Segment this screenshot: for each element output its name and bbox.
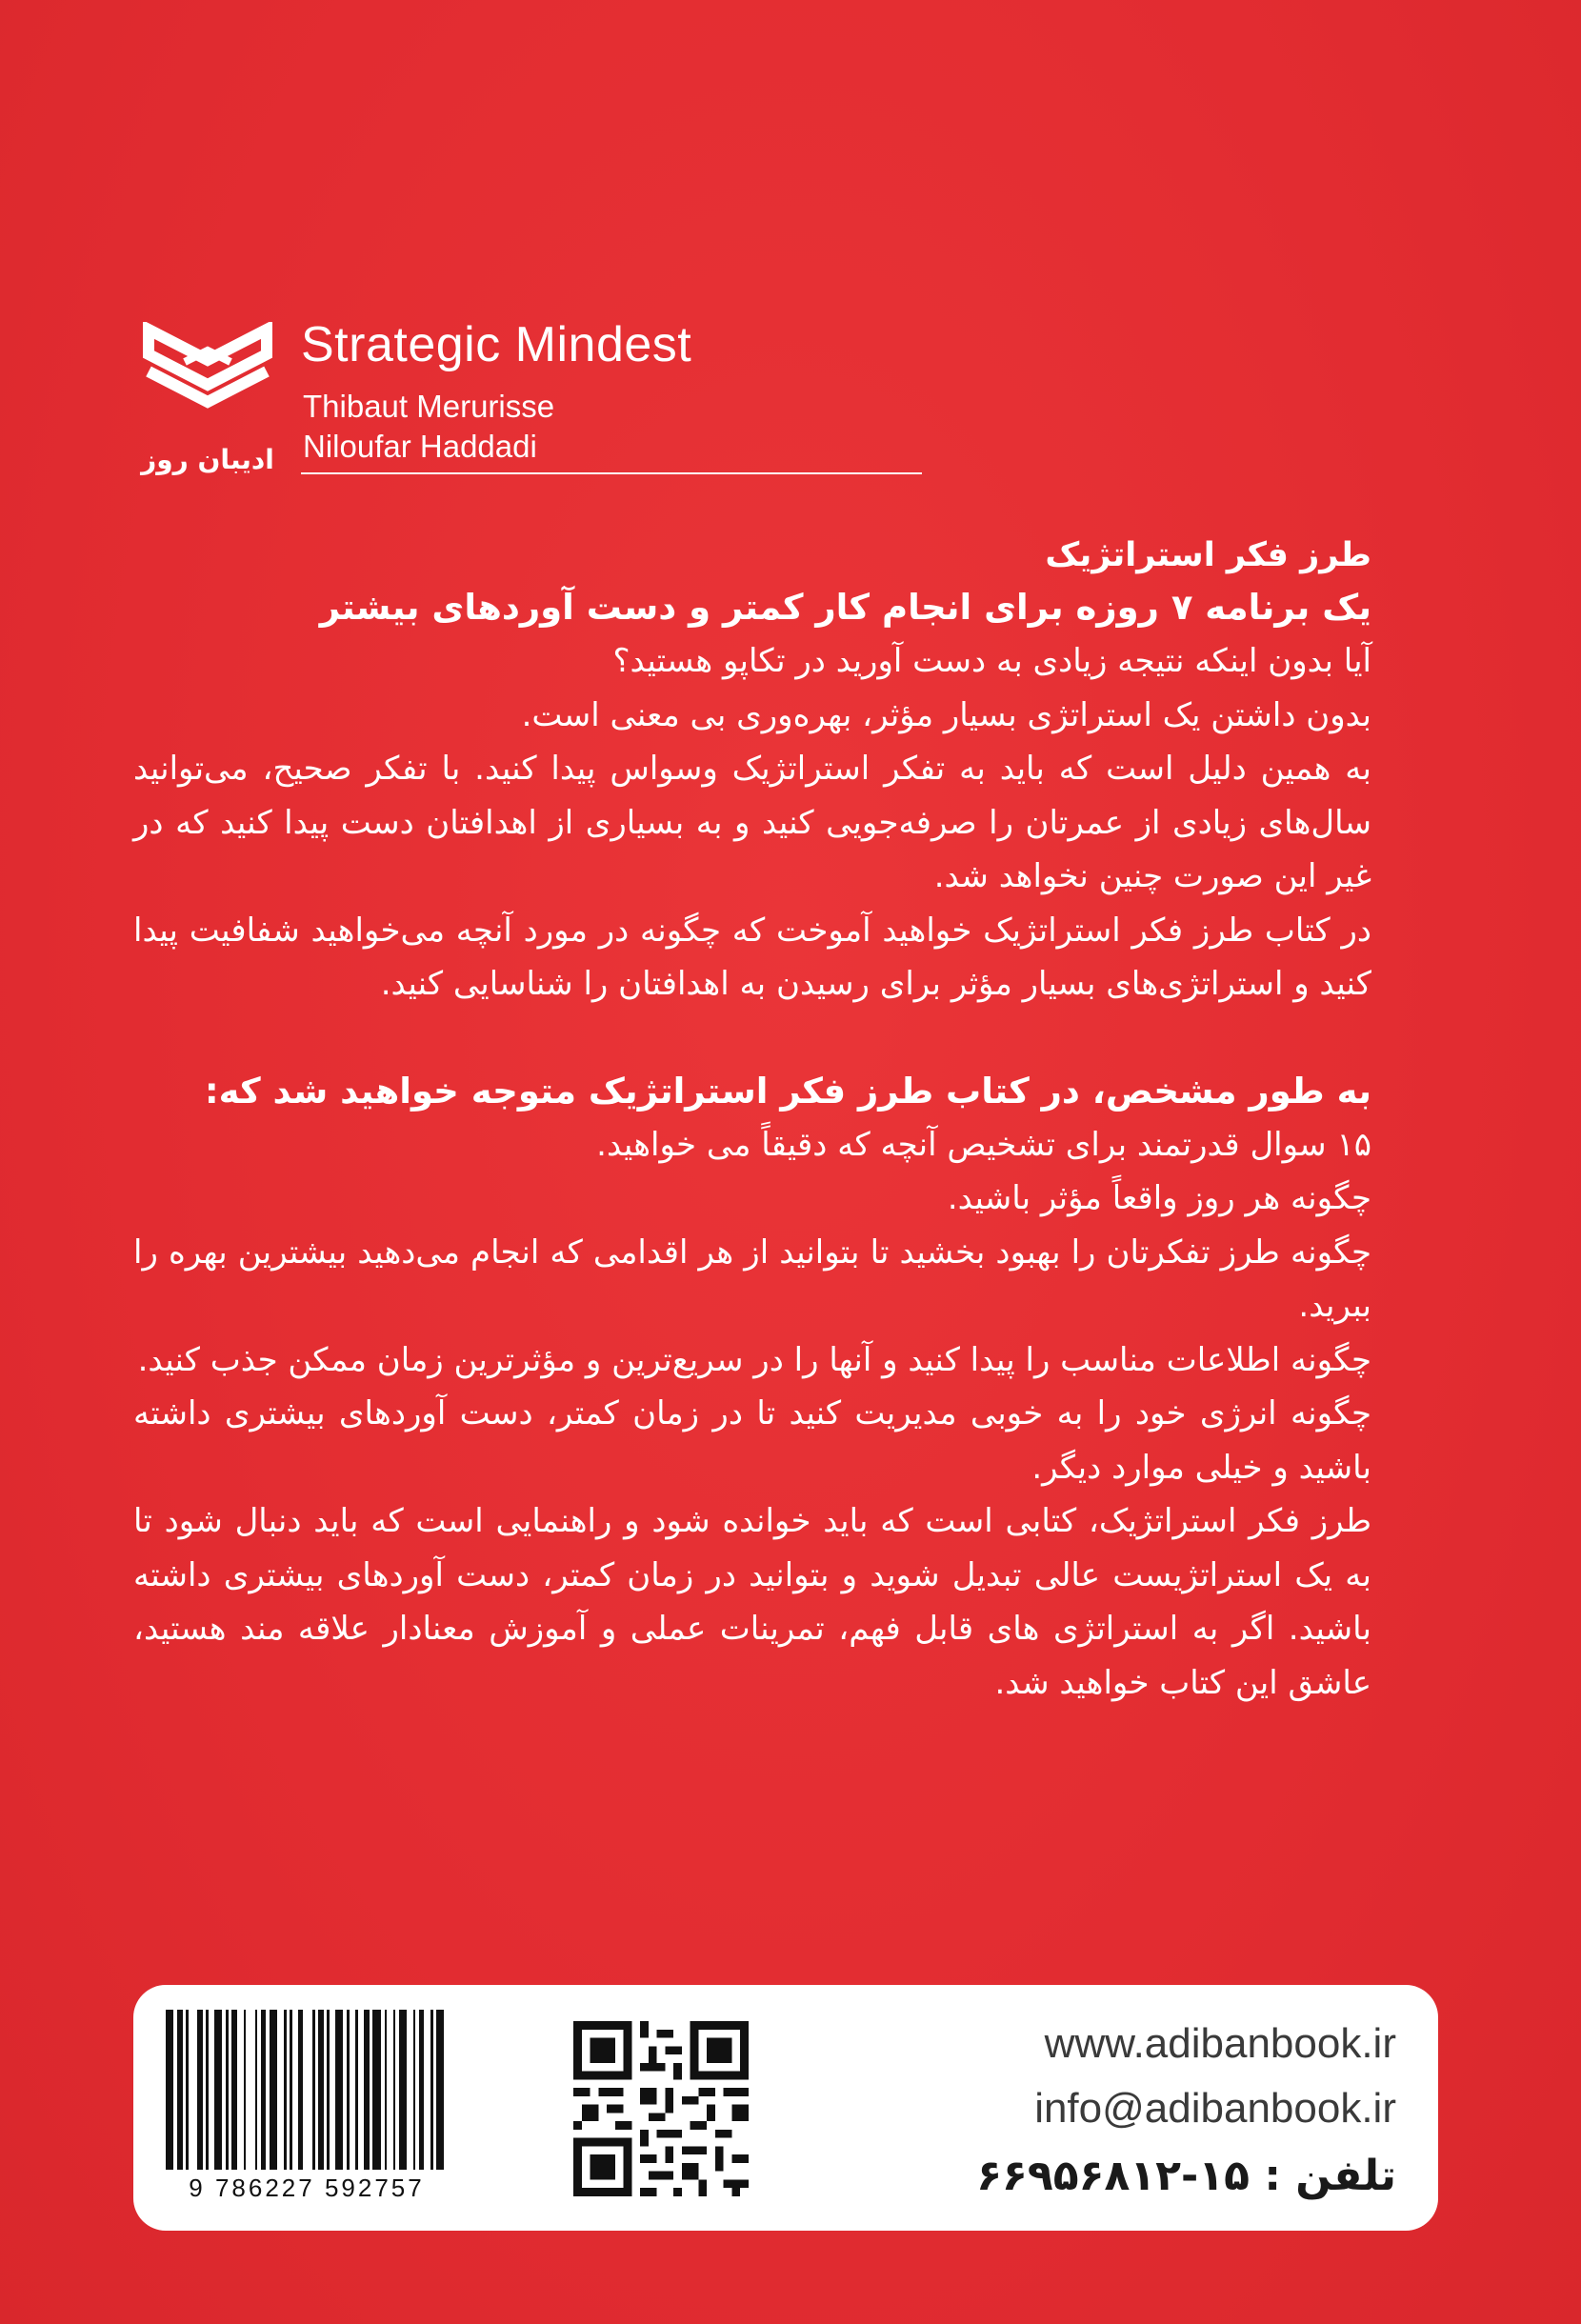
isbn-number: 9 786227 592757 [189,2174,425,2202]
paragraph: بدون داشتن یک استراتژی بسیار مؤثر، بهره‌وری بی معنی است. [521,695,1371,734]
list-item: چگونه هر روز واقعاً مؤثر باشید. [947,1179,1371,1217]
list-item: ۱۵ سوال قدرتمند برای تشخیص آنچه که دقیقاً می خواهید. [596,1125,1371,1164]
list-item: چگونه اطلاعات مناسب را پیدا کنید و آنها را در سریع‌ترین و مؤثرترین زمان ممکن جذب کنید. [137,1340,1371,1379]
publisher-info-box [133,1985,1438,2231]
contact-info [863,2012,1396,2212]
email-link[interactable]: info@adibanbook.ir [1034,2085,1396,2132]
book-title-persian: طرز فکر استراتژیک [1045,536,1371,574]
book-subtitle-persian: یک برنامه ۷ روزه برای انجام کار کمتر و دست آوردهای بیشتر [319,587,1371,628]
author-name: Thibaut Merurisse [303,389,555,424]
barcode-icon [166,2010,448,2170]
list-heading: به طور مشخص، در کتاب طرز فکر استراتژیک متوجه خواهید شد که: [204,1070,1371,1112]
paragraph: در کتاب طرز فکر استراتژیک خواهید آموخت که چگونه در مورد آنچه می‌خواهید شفافیت پیدا کنید و استراتژی‌های بسیار مؤثر برای رسیدن به اهدافتان را شناسایی کنید. [133,911,1371,1003]
book-description [133,530,1371,1710]
publisher-name: ادیبان روز [141,444,274,475]
book-title-english: Strategic Mindest [301,317,692,372]
list-item: چگونه طرز تفکرتان را بهبود بخشید تا بتوانید از هر اقدامی که انجام می‌دهید بیشترین بهره را ببرید. [133,1232,1371,1325]
qr-code-icon [573,2021,749,2196]
divider-line [301,472,922,474]
list-item: چگونه انرژی خود را به خوبی مدیریت کنید تا در زمان کمتر، دست آوردهای بیشتری داشته باشید و خیلی موارد دیگر. [133,1394,1371,1487]
isbn-barcode [166,2010,448,2206]
paragraph: به همین دلیل است که باید به تفکر استراتژیک وسواس پیدا کنید. با تفکر صحیح، می‌توانید سال‌های زیادی از عمرتان را صرفه‌جویی کنید و به بسیاری از اهدافتان دست پیدا کنید که در غیر این صورت چنین نخواهد شد. [133,750,1371,895]
paragraph: آیا بدون اینکه نتیجه زیادی به دست آورید در تکاپو هستید؟ [612,642,1371,680]
website-link[interactable]: www.adibanbook.ir [1044,2020,1396,2067]
publisher-logo [141,322,274,474]
translator-name: Niloufar Haddadi [303,429,537,464]
book-chevron-icon [141,322,274,425]
closing-paragraph: طرز فکر استراتژیک، کتابی است که باید خوانده شود و راهنمایی است که باید دنبال شود تا به یک استراتژیست عالی تبدیل شوید و بتوانید در زمان کمتر، دست آوردهای بیشتری داشته باشید. اگر به استراتژی های قابل فهم، تمرینات عملی و آموزش معنادار علاقه مند هستید، عاشق این کتاب خواهید شد. [133,1502,1371,1702]
phone-number: تلفن : ۱۵-۶۶۹۵۶۸۱۲ [976,2152,1396,2200]
